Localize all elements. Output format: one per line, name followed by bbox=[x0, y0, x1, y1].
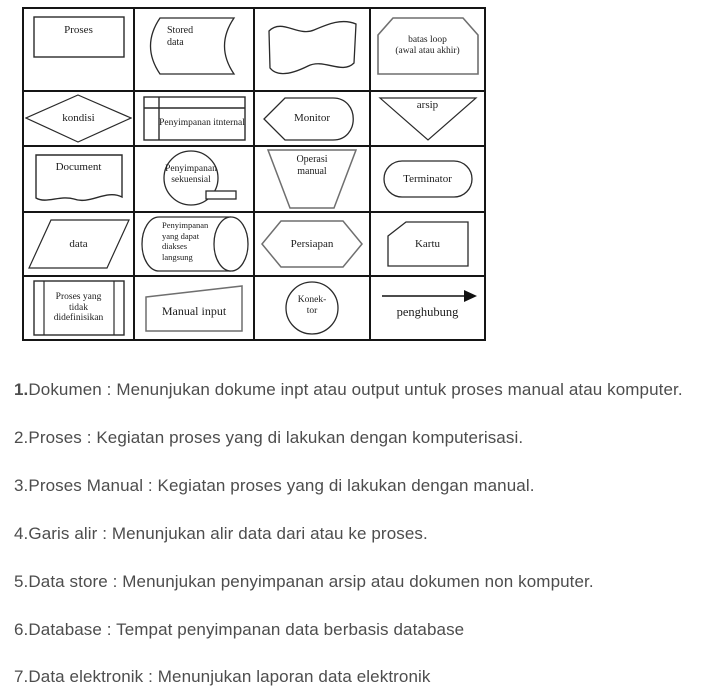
cell-konektor bbox=[255, 277, 371, 339]
internal-storage-shape-icon bbox=[143, 96, 246, 141]
symbol-label: kondisi bbox=[62, 112, 95, 125]
connector-circle-icon bbox=[284, 280, 340, 336]
symbol-label: Manual input bbox=[161, 304, 227, 319]
symbol-label: data bbox=[69, 237, 88, 250]
list-item-number: 7. bbox=[14, 667, 29, 687]
inverted-triangle-icon bbox=[378, 96, 478, 142]
list-item-text: Data elektronik : Menunjukan laporan data elektronik bbox=[28, 667, 431, 687]
list-item-data-store bbox=[14, 572, 701, 592]
list-item-text: Database : Tempat penyimpanan data berbasis database bbox=[28, 619, 465, 639]
symbol-label-line1: batas loop bbox=[408, 35, 447, 46]
cell-kartu bbox=[371, 213, 484, 277]
symbol-label: Konek-tor bbox=[297, 295, 327, 316]
list-item-number: 3. bbox=[14, 475, 29, 495]
symbol-label: Penyimpanan sekuensial bbox=[165, 164, 217, 185]
symbol-label: Terminator bbox=[403, 172, 452, 185]
symbol-label: Penyimpanan yang dapat diakses langsung bbox=[162, 220, 209, 262]
manual-operation-trapezoid-icon bbox=[266, 148, 358, 210]
symbol-description-list bbox=[14, 380, 701, 699]
list-item-number: 5. bbox=[14, 571, 29, 591]
list-item-text: Data store : Menunjukan penyimpanan arsip atau dokumen non komputer. bbox=[28, 571, 594, 591]
list-item-garis-alir bbox=[14, 524, 701, 544]
process-rectangle-icon bbox=[33, 16, 125, 58]
terminator-stadium-icon bbox=[383, 160, 473, 198]
cell-penyimpanan-sekuensial bbox=[135, 147, 255, 213]
cell-operasi-manual bbox=[255, 147, 371, 213]
flowchart-symbol-table bbox=[22, 7, 486, 341]
symbol-label: Document bbox=[55, 161, 102, 173]
list-item-number: 1. bbox=[14, 380, 29, 399]
display-shape-icon bbox=[261, 96, 364, 142]
list-item-number: 6. bbox=[14, 619, 29, 639]
list-item-text: Garis alir : Menunjukan alir data dari atau ke proses. bbox=[28, 523, 428, 543]
cell-kondisi bbox=[24, 92, 135, 147]
symbol-label: Proses yang tidak didefinisikan bbox=[53, 291, 104, 324]
direct-access-storage-cylinder-icon bbox=[138, 215, 250, 273]
cell-monitor bbox=[255, 92, 371, 147]
symbol-label: Penyimpanan itnternal bbox=[159, 118, 245, 129]
list-item-data-elektronik bbox=[14, 667, 701, 687]
cell-persiapan bbox=[255, 213, 371, 277]
symbol-label: Kartu bbox=[414, 237, 441, 250]
cell-arsip bbox=[371, 92, 484, 147]
list-item-database bbox=[14, 620, 701, 640]
decision-diamond-icon bbox=[25, 94, 132, 143]
cell-data-elektronik bbox=[255, 9, 371, 92]
cell-penyimpanan-internal bbox=[135, 92, 255, 147]
list-item-proses bbox=[14, 428, 701, 448]
symbol-label: Operasi manual bbox=[296, 154, 328, 177]
card-shape-icon bbox=[386, 220, 470, 268]
list-item-text: Proses Manual : Kegiatan proses yang di lakukan dengan manual. bbox=[28, 475, 535, 495]
symbol-label: arsip bbox=[416, 98, 439, 111]
list-item-dokumen bbox=[14, 380, 701, 400]
predefined-process-shape-icon bbox=[33, 280, 125, 336]
list-item-number: 4. bbox=[14, 523, 29, 543]
cell-document bbox=[24, 147, 135, 213]
parallelogram-icon bbox=[27, 218, 131, 270]
symbol-label-line2: (awal atau akhir) bbox=[395, 46, 460, 56]
list-item-text: Proses : Kegiatan proses yang di lakukan dengan komputerisasi. bbox=[28, 427, 524, 447]
symbol-label: Persiapan bbox=[290, 237, 334, 250]
cell-proses bbox=[24, 9, 135, 92]
cell-penyimpanan-akses-langsung bbox=[135, 213, 255, 277]
preparation-hexagon-icon bbox=[260, 219, 364, 269]
list-item-proses-manual bbox=[14, 476, 701, 496]
magnetic-tape-shape-icon bbox=[146, 148, 242, 210]
loop-limit-shape-icon bbox=[376, 16, 480, 76]
stored-data-shape-icon bbox=[141, 16, 247, 76]
cell-proses-tidak-didefinisikan bbox=[24, 277, 135, 339]
symbol-label: penghubung bbox=[396, 305, 459, 319]
cell-stored-data bbox=[135, 9, 255, 92]
document-shape-icon bbox=[34, 153, 124, 205]
symbol-label: Proses bbox=[64, 24, 93, 36]
list-item-number: 2. bbox=[14, 427, 29, 447]
cell-batas-loop bbox=[371, 9, 484, 92]
flow-arrow-icon bbox=[378, 288, 478, 304]
symbol-label: Stored data bbox=[167, 25, 194, 48]
cell-penghubung bbox=[371, 277, 484, 339]
list-item-text: Dokumen : Menunjukan dokume inpt atau output untuk proses manual atau komputer. bbox=[28, 380, 683, 399]
manual-input-shape-icon bbox=[144, 283, 244, 333]
symbol-label: Monitor bbox=[293, 112, 331, 125]
cell-manual-input bbox=[135, 277, 255, 339]
cell-terminator bbox=[371, 147, 484, 213]
cell-data bbox=[24, 213, 135, 277]
wavy-flag-shape-icon bbox=[262, 16, 362, 78]
